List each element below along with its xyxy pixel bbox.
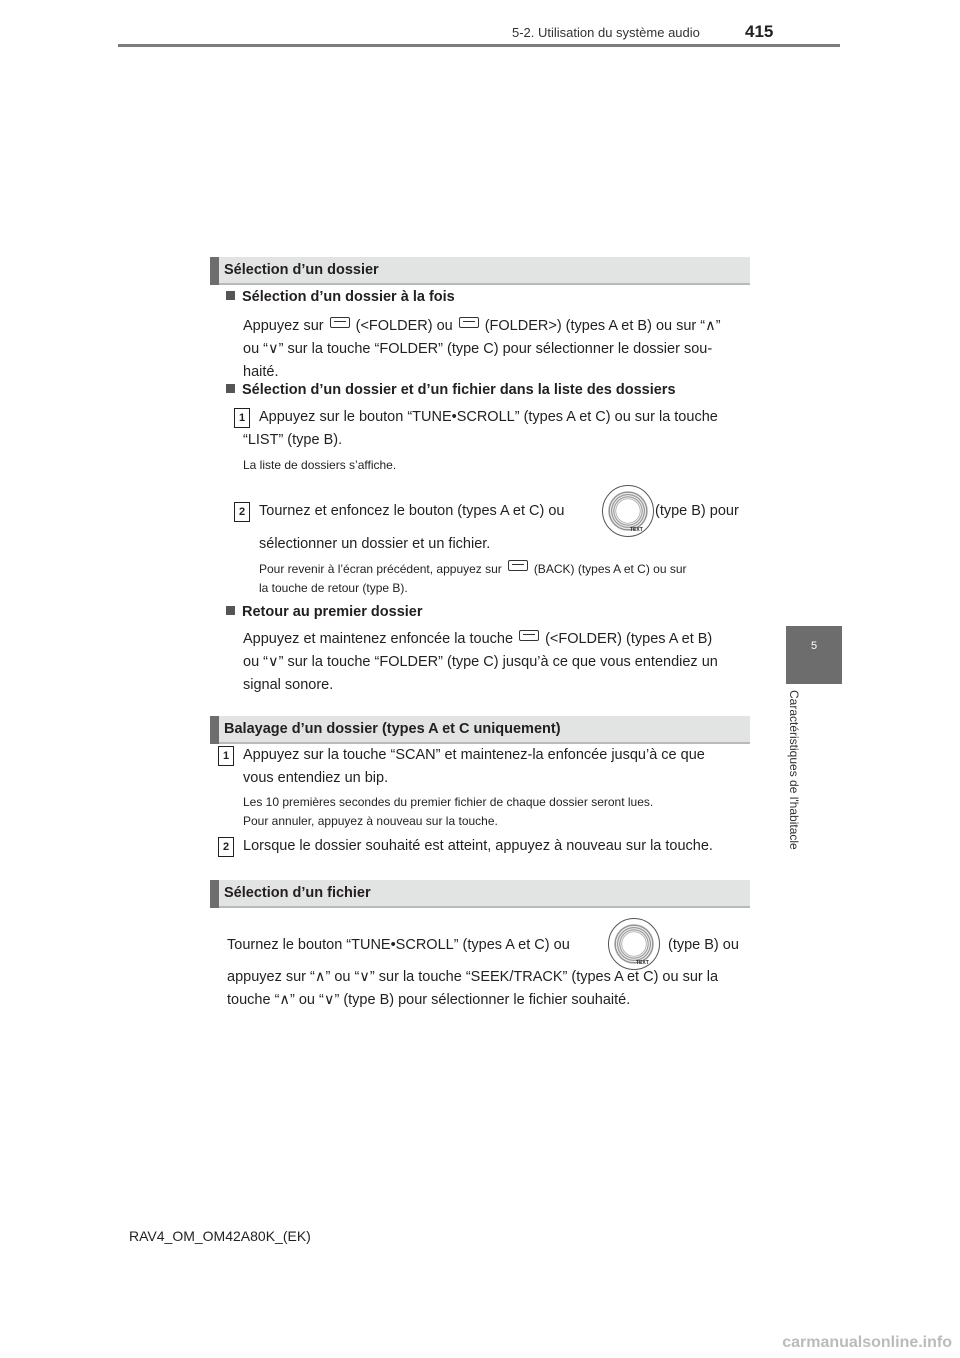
tune-knob-icon [608,918,660,970]
section-title: Sélection d’un fichier [224,885,371,901]
note: Pour revenir à l’écran précédent, appuyez sur (BACK) (types A et C) ou sur [259,562,687,576]
document-code: RAV4_OM_OM42A80K_(EK) [129,1228,311,1244]
page-number: 415 [745,22,774,41]
folder-button-icon [519,630,539,641]
note: la touche de retour (type B). [259,581,408,595]
note: La liste de dossiers s’affiche. [243,458,397,472]
paragraph: Appuyez et maintenez enfoncée la touche (<FOLDER) (types A et B) ou “∨” sur la touche “FOLDER” (type C) jusqu’à ce que vous entendiez un signal sonore. [243,631,718,693]
knob-label: TEXT [636,960,649,966]
note: Les 10 premières secondes du premier fichier de chaque dossier seront lues. Pour annuler, appuyez à nouveau sur la touche. [243,795,654,828]
section-title: Balayage d’un dossier (types A et C uniquement) [224,721,561,737]
watermark: carmanualsonline.info [782,1334,952,1351]
back-button-icon [508,560,528,571]
step-text: Appuyez sur le bouton “TUNE•SCROLL” (types A et C) ou sur la touche [259,409,718,425]
subheading: Sélection d’un dossier à la fois [226,289,455,305]
paragraph: appuyez sur “∧” ou “∨” sur la touche “SEEK/TRACK” (types A et C) ou sur la touche “∧” ou “∨” (type B) pour sélectionner le fichier souhaité. [227,969,719,1008]
square-bullet-icon [226,606,235,615]
chapter-number: 5 [810,640,818,652]
chapter-label: Caractéristiques de l'habitacle [787,690,801,850]
step-text: Tournez et enfoncez le bouton (types A et C) ou [259,503,565,519]
square-bullet-icon [226,291,235,300]
knob-label: TEXT [630,527,643,533]
section-title-bar [210,716,750,744]
square-bullet-icon [226,384,235,393]
section-title: Sélection d’un dossier [224,262,379,278]
folder-button-icon [459,317,479,328]
section-header: 5-2. Utilisation du système audio [512,25,700,40]
paragraph: Tournez le bouton “TUNE•SCROLL” (types A et C) ou [227,937,570,953]
paragraph: (type B) ou [668,937,739,953]
section-title-bar [210,257,750,285]
folder-button-icon [330,317,350,328]
subheading: Sélection d’un dossier et d’un fichier dans la liste des dossiers [226,382,676,398]
paragraph: Appuyez sur (<FOLDER) ou (FOLDER>) (types A et B) ou sur “∧” ou “∨” sur la touche “FOLDER” (type C) pour sélectionner le dossier sou- haité. [243,318,721,380]
header-rule [118,44,840,47]
step-number: 1 [234,408,250,428]
step-number: 1 [218,746,234,766]
subheading: Retour au premier dossier [226,604,423,620]
section-title-bar [210,880,750,908]
tune-knob-icon [602,485,654,537]
step-text: “LIST” (type B). [243,432,343,448]
step-number: 2 [234,502,250,522]
step-number: 2 [218,837,234,857]
chapter-tab [786,626,842,684]
step-text: (type B) pour [655,503,739,519]
step-text: sélectionner un dossier et un fichier. [259,536,491,552]
step-text: Lorsque le dossier souhaité est atteint, appuyez à nouveau sur la touche. [243,838,713,854]
step-text: Appuyez sur la touche “SCAN” et maintenez-la enfoncée jusqu’à ce que vous entendiez un bip. [243,747,705,786]
